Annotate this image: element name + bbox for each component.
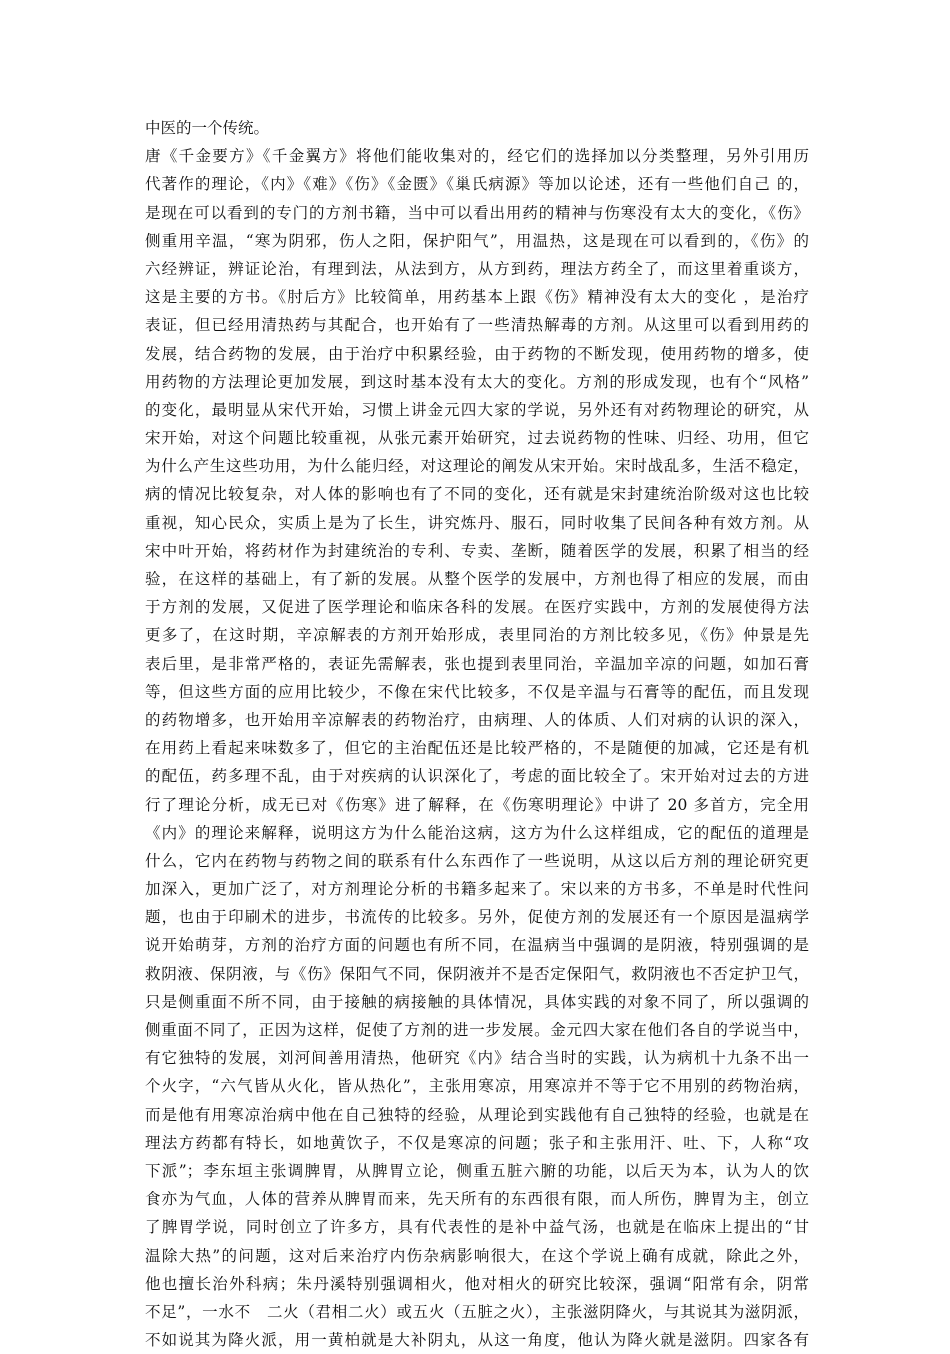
text-line: 宋开始，对这个问题比较重视，从张元素开始研究，过去说药物的性味、归经、功用，但它: [145, 429, 809, 448]
text-line: 不足”，一水不 二火（君相二火）或五火（五脏之火），主张滋阴降火，与其说其为滋阴派，: [145, 1302, 809, 1321]
text-line: 唐《千金要方》《千金翼方》将他们能收集对的，经它们的选择加以分类整理，另外引用历: [145, 147, 809, 166]
text-line: 是现在可以看到的专门的方剂书籍，当中可以看出用药的精神与伤寒没有太大的变化，《伤》: [145, 203, 809, 222]
text-line: 为什么产生这些功用，为什么能归经，对这理论的阐发从宋开始。宋时战乱多，生活不稳定，: [145, 457, 809, 476]
text-line: 于方剂的发展，又促进了医学理论和临床各科的发展。在医疗实践中，方剂的发展使得方法: [145, 598, 809, 617]
text-line: 了脾胃学说，同时创立了许多方，具有代表性的是补中益气汤，也就是在临床上提出的“甘: [145, 1218, 809, 1237]
text-line: 代著作的理论，《内》《难》《伤》《金匮》《巢氏病源》等加以论述，还有一些他们自己 的，: [145, 175, 809, 194]
text-line: 的配伍，药多理不乱，由于对疾病的认识深化了，考虑的面比较全了。宋开始对过去的方进: [145, 767, 809, 786]
text-line: 的变化，最明显从宋代开始，习惯上讲金元四大家的学说，另外还有对药物理论的研究，从: [145, 400, 809, 419]
text-line: 宋中叶开始，将药材作为封建统治的专利、专卖、垄断，随着医学的发展，积累了相当的经: [145, 541, 809, 560]
text-line: 个火字，“六气皆从火化，皆从热化”，主张用寒凉，用寒凉并不等于它不用别的药物治病，: [145, 1077, 809, 1096]
text-line: 重视，知心民众，实质上是为了长生，讲究炼丹、服石，同时收集了民间各种有效方剂。从: [145, 513, 809, 532]
text-line: 等，但这些方面的应用比较少，不像在宋代比较多，不仅是辛温与石膏等的配伍，而且发现: [145, 682, 809, 701]
text-line: 用药物的方法理论更加发展，到这时基本没有太大的变化。方剂的形成发现，也有个“风格”: [145, 372, 809, 391]
text-line: 有它独特的发展，刘河间善用清热，他研究《内》结合当时的实践，认为病机十九条不出一: [145, 1049, 809, 1068]
text-line: 不如说其为降火派，用一黄柏就是大补阴丸，从这一角度，他认为降火就是滋阴。四家各有: [145, 1331, 809, 1350]
text-line: 下派”；李东垣主张调脾胃，从脾胃立论，侧重五脏六腑的功能，以后天为本，认为人的饮: [145, 1161, 809, 1180]
text-line: 他也擅长治外科病；朱丹溪特别强调相火，他对相火的研究比较深，强调“阳常有余，阴常: [145, 1274, 809, 1293]
text-line: 在用药上看起来味数多了，但它的主治配伍还是比较严格的，不是随便的加减，它还是有机: [145, 739, 809, 758]
text-line: 理法方药都有特长，如地黄饮子，不仅是寒凉的问题；张子和主张用汗、吐、下，人称“攻: [145, 1133, 809, 1152]
text-line: 温除大热”的问题，这对后来治疗内伤杂病影响很大，在这个学说上确有成就，除此之外，: [145, 1246, 809, 1265]
text-line: 题，也由于印刷术的进步，书流传的比较多。另外，促使方剂的发展还有一个原因是温病学: [145, 908, 809, 927]
text-line: 中医的一个传统。: [145, 119, 270, 137]
text-line: 表后里，是非常严格的，表证先需解表，张也提到表里同治，辛温加辛凉的问题，如加石膏: [145, 654, 809, 673]
text-line: 只是侧重面不所不同，由于接触的病接触的具体情况，具体实践的对象不同了，所以强调的: [145, 992, 809, 1011]
text-line: 的药物增多，也开始用辛凉解表的药物治疗，由病理、人的体质、人们对病的认识的深入，: [145, 710, 809, 729]
text-line: 侧重面不同了，正因为这样，促使了方剂的进一步发展。金元四大家在他们各自的学说当中，: [145, 1021, 809, 1039]
text-line: 食亦为气血，人体的营养从脾胃而来，先天所有的东西很有限，而人所伤，脾胃为主，创立: [145, 1190, 809, 1209]
text-line: 救阴液、保阴液，与《伤》保阳气不同，保阴液并不是否定保阳气，救阴液也不否定护卫气，: [145, 964, 809, 983]
text-line: 《内》的理论来解释，说明这方为什么能治这病，这方为什么这样组成，它的配伍的道理是: [145, 823, 809, 842]
text-line: 加深入，更加广泛了，对方剂理论分析的书籍多起来了。宋以来的方书多，不单是时代性问: [145, 880, 809, 899]
text-line: 而是他有用寒凉治病中他在自己独特的经验，从理论到实践他有自己独特的经验，也就是在: [145, 1105, 809, 1124]
text-line: 验，在这样的基础上，有了新的发展。从整个医学的发展中，方剂也得了相应的发展，而由: [145, 570, 809, 588]
text-line: 病的情况比较复杂，对人体的影响也有了不同的变化，还有就是宋封建统治阶级对这也比较: [145, 485, 809, 504]
text-line: 六经辨证，辨证论治，有理到法，从法到方，从方到药，理法方药全了，而这里着重谈方，: [145, 259, 809, 278]
text-line: 发展，结合药物的发展，由于治疗中积累经验，由于药物的不断发现，使用药物的增多，使: [145, 344, 809, 363]
body-text: [145, 114, 809, 1354]
text-line: 说开始萌芽，方剂的治疗方面的问题也有所不同，在温病当中强调的是阴液，特别强调的是: [145, 936, 809, 955]
text-line: 行了理论分析，成无已对《伤寒》进了解释，在《伤寒明理论》中讲了 20 多首方，完全用: [145, 795, 809, 814]
text-line: 什么，它内在药物与药物之间的联系有什么东西作了一些说明，从这以后方剂的理论研究更: [145, 851, 809, 870]
text-line: 这是主要的方书。《肘后方》比较简单，用药基本上跟《伤》精神没有太大的变化 ，是治疗: [145, 288, 809, 307]
text-line: 更多了，在这时期，辛凉解表的方剂开始形成，表里同治的方剂比较多见，《伤》仲景是先: [145, 626, 809, 645]
text-line: 表证，但已经用清热药与其配合，也开始有了一些清热解毒的方剂。从这里可以看到用药的: [145, 316, 809, 335]
text-line: 侧重用辛温，“寒为阴邪，伤人之阳，保护阳气”，用温热，这是现在可以看到的，《伤》的: [145, 231, 809, 250]
